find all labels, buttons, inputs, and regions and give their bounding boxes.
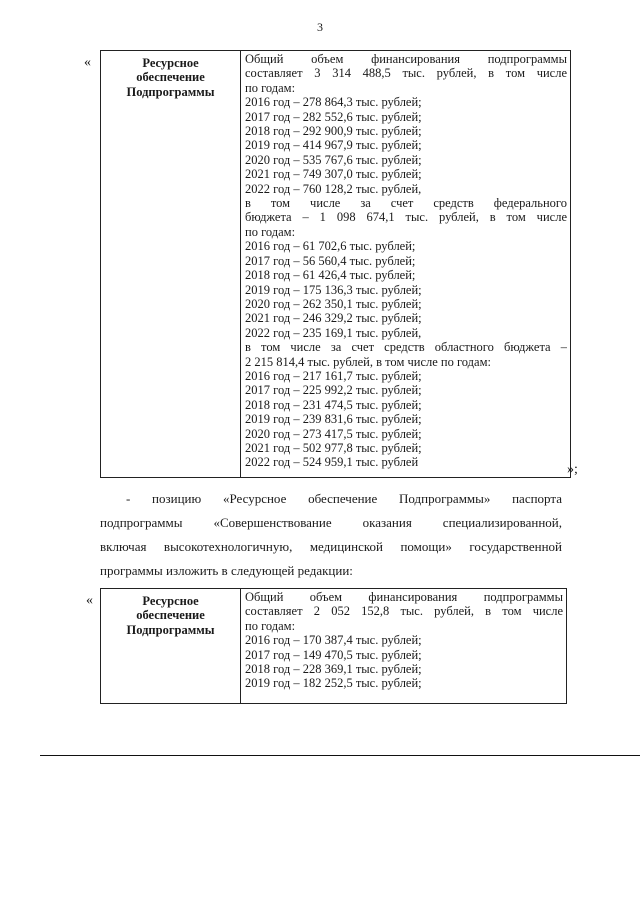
block1-content-line: 2017 год – 225 992,2 тыс. рублей; — [245, 383, 422, 398]
block1-content-line: 2021 год – 502 977,8 тыс. рублей; — [245, 440, 422, 455]
block1-content-line: по годам: — [245, 80, 296, 95]
block1-content-line: 2017 год – 56 560,4 тыс. рублей; — [245, 253, 416, 268]
block1-content-line: 2019 год – 414 967,9 тыс. рублей; — [245, 138, 422, 153]
block1-content-line: 2 215 814,4 тыс. рублей, в том числе по годам: — [245, 354, 491, 369]
block2-content-line: 2016 год – 170 387,4 тыс. рублей; — [245, 633, 422, 648]
block1-content-line: 2018 год – 231 474,5 тыс. рублей; — [245, 397, 422, 412]
block2-label-line: обеспечение — [136, 608, 205, 623]
resource-content-2 — [241, 589, 567, 704]
block2-content-line: Общий объем финансирования подпрограммы — [245, 590, 563, 604]
block1-label-line: Ресурсное — [142, 56, 199, 70]
block1-content-line: 2016 год – 61 702,6 тыс. рублей; — [245, 239, 416, 254]
block2-content-line: 2017 год – 149 470,5 тыс. рублей; — [245, 647, 422, 662]
block1-content-line: бюджета – 1 098 674,1 тыс. рублей, в том числе — [245, 210, 567, 225]
block1-content-line: 2020 год – 535 767,6 тыс. рублей; — [245, 152, 422, 167]
block1-content-line: 2022 год – 235 169,1 тыс. рублей, — [245, 325, 422, 340]
paragraph-line: подпрограммы «Совершенствование оказания специализированной, — [100, 515, 562, 530]
block2-content-line: 2018 год – 228 369,1 тыс. рублей; — [245, 662, 422, 677]
block1-content-line: 2016 год – 217 161,7 тыс. рублей; — [245, 368, 422, 383]
open-quote-2: « — [86, 593, 93, 608]
block1-content-line: 2021 год – 749 307,0 тыс. рублей; — [245, 167, 422, 182]
block1-content-line: 2020 год – 262 350,1 тыс. рублей; — [245, 296, 422, 311]
paragraph-line: - позицию «Ресурсное обеспечение Подпрограммы» паспорта — [126, 491, 562, 506]
block1-content-line: 2018 год – 292 900,9 тыс. рублей; — [245, 124, 422, 139]
block1-content-line: Общий объем финансирования подпрограммы — [245, 52, 567, 66]
block2-content-line: по годам: — [245, 618, 296, 633]
block1-content-line: по годам: — [245, 224, 296, 239]
block1-content-line: в том числе за счет средств федерального — [245, 196, 567, 211]
footer-rule — [40, 755, 640, 756]
block1-content-line: 2019 год – 175 136,3 тыс. рублей; — [245, 282, 422, 297]
paragraph-line: включая высокотехнологичную, медицинской помощи» государственной — [100, 539, 562, 554]
block1-content-line: 2022 год – 760 128,2 тыс. рублей, — [245, 181, 422, 196]
resource-label-2 — [101, 589, 241, 704]
instruction-paragraph — [100, 487, 562, 583]
block1-content-line: 2016 год – 278 864,3 тыс. рублей; — [245, 95, 422, 110]
block1-content-line: в том числе за счет средств областного бюджета – — [245, 340, 567, 355]
paragraph-line: программы изложить в следующей редакции: — [100, 563, 353, 578]
block1-label-line: обеспечение — [136, 70, 205, 85]
resource-table-1 — [100, 50, 571, 478]
block1-label-line: Подпрограммы — [126, 84, 215, 99]
page-number: 3 — [317, 20, 323, 34]
block1-content-line: составляет 3 314 488,5 тыс. рублей, в том числе — [245, 66, 567, 81]
block2-label-line: Ресурсное — [142, 594, 199, 608]
block1-content-line: 2019 год – 239 831,6 тыс. рублей; — [245, 412, 422, 427]
open-quote-1: « — [84, 55, 91, 70]
resource-table-2 — [100, 588, 567, 704]
block2-label-line: Подпрограммы — [126, 622, 215, 637]
close-quote-1: »; — [567, 462, 578, 477]
block1-content-line: 2021 год – 246 329,2 тыс. рублей; — [245, 311, 422, 326]
block1-content-line: 2022 год – 524 959,1 тыс. рублей — [245, 455, 419, 470]
block1-content-line: 2017 год – 282 552,6 тыс. рублей; — [245, 109, 422, 124]
block1-content-line: 2020 год – 273 417,5 тыс. рублей; — [245, 426, 422, 441]
block2-content-line: 2019 год – 182 252,5 тыс. рублей; — [245, 676, 422, 691]
block1-content-line: 2018 год – 61 426,4 тыс. рублей; — [245, 268, 416, 283]
resource-content-1 — [241, 51, 571, 478]
block2-content-line: составляет 2 052 152,8 тыс. рублей, в том числе — [245, 604, 563, 619]
resource-label-1 — [101, 51, 241, 478]
